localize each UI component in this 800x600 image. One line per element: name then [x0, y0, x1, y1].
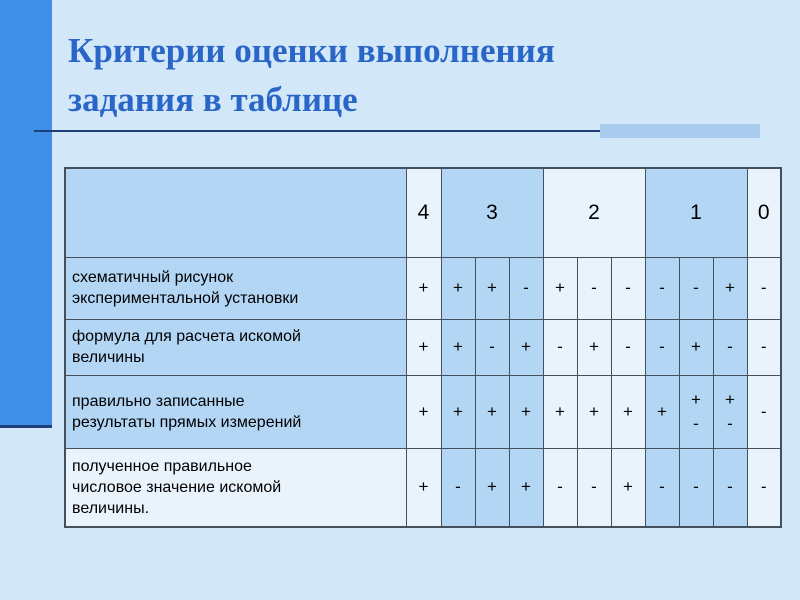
mark-cell: +	[441, 319, 475, 375]
score-header-row	[65, 168, 781, 257]
mark-cell: -	[645, 319, 679, 375]
mark-cell: -	[645, 257, 679, 319]
score-header-4: 4	[406, 168, 441, 257]
criterion-label: правильно записанные результаты прямых измерений	[65, 375, 406, 448]
mark-cell: -	[747, 448, 781, 527]
mark-cell: +	[406, 448, 441, 527]
mark-cell: +	[611, 448, 645, 527]
mark-cell: -	[747, 257, 781, 319]
mark-cell: -	[611, 257, 645, 319]
mark-cell: +	[577, 375, 611, 448]
divider-accent	[600, 124, 760, 138]
score-header-3: 3	[441, 168, 543, 257]
mark-cell: -	[441, 448, 475, 527]
criterion-header-cell	[65, 168, 406, 257]
mark-cell: -	[747, 375, 781, 448]
mark-cell: +	[713, 257, 747, 319]
mark-cell: -	[543, 448, 577, 527]
score-header-1: 1	[645, 168, 747, 257]
mark-cell: +	[509, 319, 543, 375]
left-accent-bar	[0, 0, 52, 427]
mark-cell: +	[475, 375, 509, 448]
mark-cell: +	[611, 375, 645, 448]
mark-cell: -	[577, 448, 611, 527]
mark-cell: +	[406, 375, 441, 448]
mark-cell: -	[645, 448, 679, 527]
table-row	[65, 319, 781, 375]
mark-cell: -	[679, 257, 713, 319]
mark-cell: -	[475, 319, 509, 375]
table-row	[65, 257, 781, 319]
mark-cell: -	[713, 319, 747, 375]
mark-cell: -	[543, 319, 577, 375]
mark-cell: +	[406, 257, 441, 319]
left-accent-bar-edge	[0, 425, 52, 428]
mark-cell: +	[509, 375, 543, 448]
mark-cell: +	[645, 375, 679, 448]
mark-cell: +	[543, 375, 577, 448]
mark-cell: + -	[713, 375, 747, 448]
slide-title: Критерии оценки выполнения задания в таблице	[68, 31, 555, 119]
mark-cell: +	[441, 375, 475, 448]
mark-cell: +	[679, 319, 713, 375]
mark-cell: -	[713, 448, 747, 527]
criterion-label: схематичный рисунок экспериментальной установки	[65, 257, 406, 319]
mark-cell: +	[406, 319, 441, 375]
mark-cell: +	[475, 257, 509, 319]
mark-cell: -	[611, 319, 645, 375]
mark-cell: +	[543, 257, 577, 319]
mark-cell: + -	[679, 375, 713, 448]
mark-cell: -	[509, 257, 543, 319]
mark-cell: +	[441, 257, 475, 319]
criteria-table	[64, 167, 782, 528]
criterion-label: формула для расчета искомой величины	[65, 319, 406, 375]
score-header-0: 0	[747, 168, 781, 257]
mark-cell: -	[577, 257, 611, 319]
table-row	[65, 375, 781, 448]
mark-cell: -	[747, 319, 781, 375]
score-header-2: 2	[543, 168, 645, 257]
criterion-label: полученное правильное числовое значение искомой величины.	[65, 448, 406, 527]
mark-cell: +	[475, 448, 509, 527]
mark-cell: +	[577, 319, 611, 375]
table-row	[65, 448, 781, 527]
mark-cell: +	[509, 448, 543, 527]
mark-cell: -	[679, 448, 713, 527]
